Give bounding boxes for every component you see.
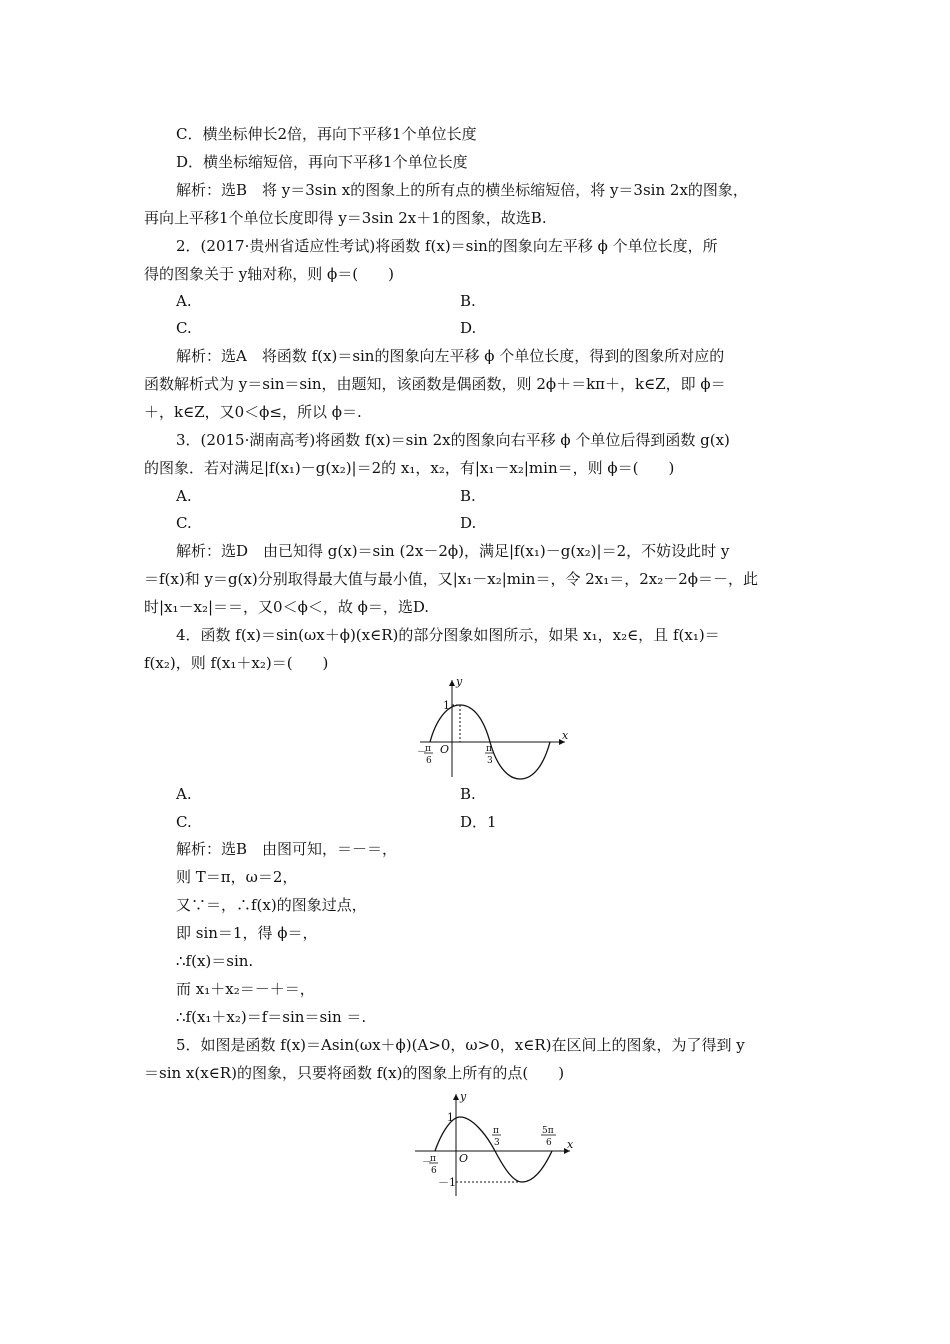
y-label: y — [456, 675, 463, 688]
analysis-4-line-6: 而 x₁＋x₂＝－＋＝， — [176, 980, 315, 998]
analysis-3-line-2: ＝f(x)和 y＝g(x)分别取得最大值与最小值，又|x₁－x₂|min＝，令 2x₁＝，2x₂－2ϕ＝－，此 — [144, 570, 759, 588]
x-label: x — [562, 729, 569, 742]
q2-option-c: C. — [176, 319, 192, 337]
neg-pi-6-sign: － — [422, 1157, 432, 1168]
q4-sine-graph — [410, 672, 580, 782]
pi-3-den: 3 — [494, 1138, 500, 1148]
label-one: 1 — [447, 1111, 454, 1124]
analysis-2-line-3: ＋，k∈Z，又0＜ϕ≤，所以 ϕ＝. — [144, 403, 362, 421]
line-d-option: D．横坐标缩短倍，再向下平移1个单位长度 — [176, 153, 468, 171]
q3-option-c: C. — [176, 514, 192, 532]
q3-option-b: B. — [460, 487, 476, 505]
pi-3-num: π — [493, 1126, 499, 1136]
q2-option-d: D. — [460, 319, 477, 337]
analysis-4-line-3: 又∵＝，∴f(x)的图象过点， — [176, 896, 367, 914]
q2-option-b: B. — [460, 292, 476, 310]
label-origin: O — [440, 743, 450, 756]
pi-3-num: π — [486, 744, 492, 754]
question-3-line-2: 的图象．若对满足|f(x₁)－g(x₂)|＝2的 x₁，x₂，有|x₁－x₂|min＝，则 ϕ＝( ) — [144, 459, 675, 477]
neg-pi-6-num: π — [425, 744, 431, 754]
pi-3-den: 3 — [487, 756, 493, 766]
analysis-4-line-2: 则 T＝π，ω＝2， — [176, 868, 298, 886]
5pi-6-num: 5π — [542, 1126, 554, 1136]
q3-option-d: D. — [460, 514, 477, 532]
q4-option-c: C. — [176, 813, 192, 831]
analysis-1-line-2: 再向上平移1个单位长度即得 y＝3sin 2x＋1的图象，故选B. — [144, 209, 547, 227]
q5-sine-graph — [410, 1088, 585, 1198]
question-5-line-1: 5．如图是函数 f(x)＝Asin(ωx＋ϕ)(A>0，ω>0，x∈R)在区间上的图象，为了得到 y — [176, 1036, 745, 1054]
analysis-2-line-2: 函数解析式为 y＝sin＝sin，由题知，该函数是偶函数，则 2ϕ＋＝kπ＋，k∈Z，即 ϕ＝ — [144, 375, 726, 393]
question-5-line-2: ＝sin x(x∈R)的图象，只要将函数 f(x)的图象上所有的点( ) — [144, 1064, 565, 1082]
q4-option-b: B. — [460, 785, 476, 803]
analysis-3-line-1: 解析：选D 由已知得 g(x)＝sin (2x－2ϕ)，满足|f(x₁)－g(x₂)|＝2，不妨设此时 y — [176, 542, 730, 560]
y-label: y — [460, 1090, 467, 1103]
y-axis-arrow — [449, 680, 455, 686]
neg-pi-6-den: 6 — [426, 756, 432, 766]
analysis-1-line-1: 解析：选B 将 y＝3sin x的图象上的所有点的横坐标缩短倍，将 y＝3sin 2x的图象， — [176, 181, 748, 199]
question-3-line-1: 3．(2015·湖南高考)将函数 f(x)＝sin 2x的图象向右平移 ϕ 个单位后得到函数 g(x) — [176, 431, 730, 449]
5pi-6-den: 6 — [546, 1138, 552, 1148]
analysis-4-line-4: 即 sin＝1，得 ϕ＝， — [176, 924, 318, 942]
question-2-line-1: 2．(2017·贵州省适应性考试)将函数 f(x)＝sin的图象向左平移 ϕ 个单位长度，所 — [176, 237, 718, 255]
label-neg-one: －1 — [438, 1176, 456, 1189]
x-label: x — [567, 1138, 574, 1151]
neg-pi-6-sign: － — [417, 747, 427, 758]
question-2-line-2: 得的图象关于 y轴对称，则 ϕ＝( ) — [144, 265, 394, 283]
neg-pi-6-den: 6 — [431, 1166, 437, 1176]
analysis-3-line-3: 时|x₁－x₂|＝＝，又0＜ϕ＜，故 ϕ＝，选D. — [144, 598, 430, 616]
analysis-4-line-7: ∴f(x₁＋x₂)＝f＝sin＝sin ＝. — [176, 1008, 367, 1026]
y-axis-arrow — [453, 1094, 459, 1100]
line-c-option: C．横坐标伸长2倍，再向下平移1个单位长度 — [176, 125, 477, 143]
q3-option-a: A. — [176, 487, 192, 505]
q2-option-a: A. — [176, 292, 192, 310]
question-4-line-2: f(x₂)，则 f(x₁＋x₂)＝( ) — [144, 654, 329, 672]
label-origin: O — [459, 1152, 469, 1165]
label-one: 1 — [443, 699, 450, 712]
q4-option-a: A. — [176, 785, 192, 803]
q4-option-d: D．1 — [460, 813, 497, 831]
analysis-2-line-1: 解析：选A 将函数 f(x)＝sin的图象向左平移 ϕ 个单位长度，得到的图象所对应的 — [176, 347, 725, 365]
neg-pi-6-num: π — [430, 1154, 436, 1164]
analysis-4-line-5: ∴f(x)＝sin. — [176, 952, 254, 970]
question-4-line-1: 4．函数 f(x)＝sin(ωx＋ϕ)(x∈R)的部分图象如图所示，如果 x₁，x₂∈，且 f(x₁)＝ — [176, 626, 720, 644]
analysis-4-line-1: 解析：选B 由图可知，＝－＝， — [176, 840, 398, 858]
